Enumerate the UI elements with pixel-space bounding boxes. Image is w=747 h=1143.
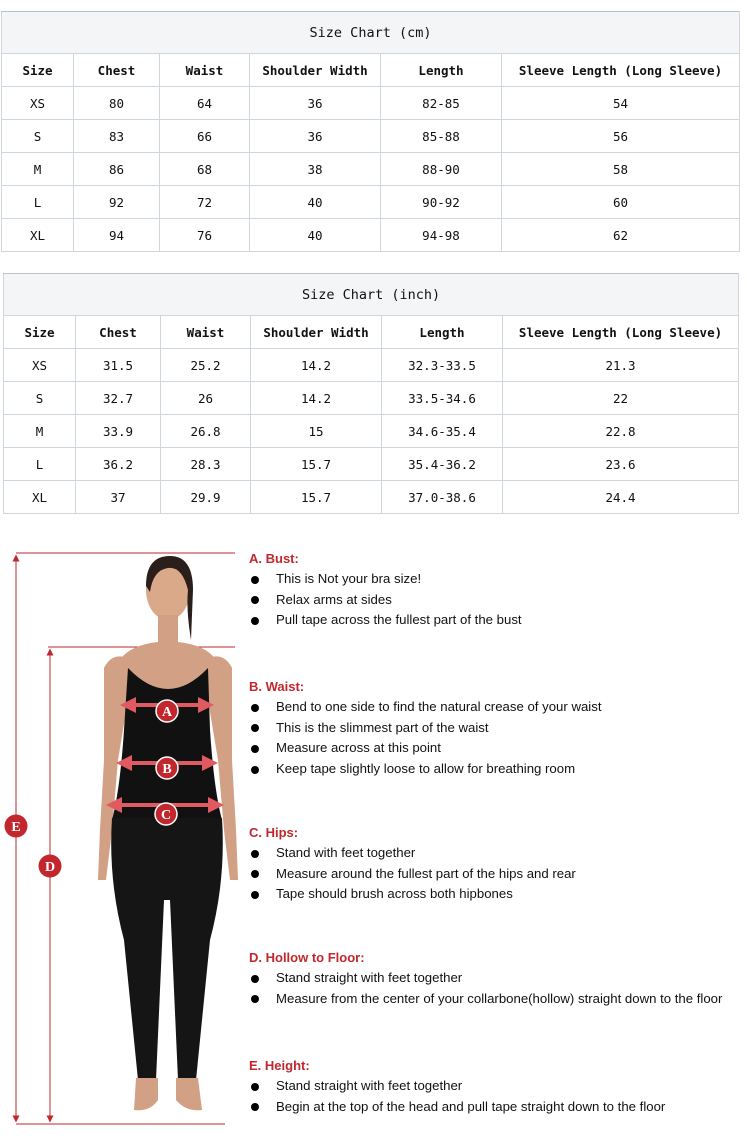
table-row <box>2 120 740 153</box>
column-header: Chest <box>76 316 161 349</box>
guide-item: Tape should brush across both hipbones <box>249 884 576 905</box>
guide-list-waist <box>249 697 602 780</box>
column-header: Sleeve Length (Long Sleeve) <box>502 54 740 87</box>
table-row <box>2 153 740 186</box>
table-cell: 92 <box>74 186 160 219</box>
table-cell: 86 <box>74 153 160 186</box>
guide-list-hips <box>249 843 576 905</box>
table-cell: 14.2 <box>251 349 382 382</box>
guide-section-bust <box>249 551 522 631</box>
column-header: Length <box>381 54 502 87</box>
guide-title-height: E. Height: <box>249 1058 310 1073</box>
table-cell: S <box>4 382 76 415</box>
table-cell: S <box>2 120 74 153</box>
column-header: Size <box>4 316 76 349</box>
table-cell: 34.6-35.4 <box>382 415 503 448</box>
size-chart-inch <box>3 273 739 514</box>
guide-item: Bend to one side to find the natural crease of your waist <box>249 697 602 718</box>
table-cell: 90-92 <box>381 186 502 219</box>
table-cell: 62 <box>502 219 740 252</box>
table-cell: 23.6 <box>503 448 739 481</box>
table-cell: 56 <box>502 120 740 153</box>
table-cell: L <box>4 448 76 481</box>
guide-item: Pull tape across the fullest part of the bust <box>249 610 522 631</box>
table-cell: 37 <box>76 481 161 514</box>
table-cell: XL <box>2 219 74 252</box>
table-row <box>2 186 740 219</box>
table-header-row <box>4 316 739 349</box>
table-cell: 40 <box>250 219 381 252</box>
height-marker <box>5 815 28 838</box>
table-title: Size Chart (cm) <box>2 12 740 54</box>
table-cell: 15 <box>251 415 382 448</box>
guide-item: Begin at the top of the head and pull tape straight down to the floor <box>249 1097 665 1118</box>
guide-title-waist: B. Waist: <box>249 679 305 694</box>
guide-list-height <box>249 1076 665 1117</box>
table-title-row <box>2 12 740 54</box>
table-title-row <box>4 274 739 316</box>
table-cell: M <box>2 153 74 186</box>
table-cell: 82-85 <box>381 87 502 120</box>
table-header-row <box>2 54 740 87</box>
table-cell: 22.8 <box>503 415 739 448</box>
table-cell: 58 <box>502 153 740 186</box>
table-cell: 94-98 <box>381 219 502 252</box>
guide-section-hips <box>249 825 576 905</box>
table-cell: 38 <box>250 153 381 186</box>
table-cell: XS <box>4 349 76 382</box>
model-silhouette <box>98 556 238 1110</box>
table-cell: 33.5-34.6 <box>382 382 503 415</box>
table-cell: 36 <box>250 87 381 120</box>
guide-item: Measure around the fullest part of the hips and rear <box>249 864 576 885</box>
guide-item: This is Not your bra size! <box>249 569 522 590</box>
table-cell: 22 <box>503 382 739 415</box>
table-cell: 26.8 <box>161 415 251 448</box>
guide-item: Stand straight with feet together <box>249 968 722 989</box>
table-cell: 32.7 <box>76 382 161 415</box>
table-cell: 36 <box>250 120 381 153</box>
table-row <box>4 448 739 481</box>
marker-c: C <box>160 808 172 823</box>
guide-title-hollow: D. Hollow to Floor: <box>249 950 365 965</box>
table-cell: 94 <box>74 219 160 252</box>
guide-item: Measure across at this point <box>249 738 602 759</box>
marker-e: E <box>11 820 21 835</box>
table-cell: 64 <box>160 87 250 120</box>
guide-section-waist <box>249 679 602 780</box>
table-cell: 14.2 <box>251 382 382 415</box>
table-row <box>4 415 739 448</box>
table-cell: 72 <box>160 186 250 219</box>
table-cell: XS <box>2 87 74 120</box>
column-header: Size <box>2 54 74 87</box>
table-cell: 36.2 <box>76 448 161 481</box>
guide-item: Measure from the center of your collarbone(hollow) straight down to the floor <box>249 989 722 1010</box>
table-cell: 85-88 <box>381 120 502 153</box>
column-header: Waist <box>161 316 251 349</box>
table-cell: 80 <box>74 87 160 120</box>
table-cell: 15.7 <box>251 448 382 481</box>
table-row <box>4 349 739 382</box>
guide-list-hollow <box>249 968 722 1009</box>
guide-item: Stand with feet together <box>249 843 576 864</box>
table-cell: 76 <box>160 219 250 252</box>
column-header: Shoulder Width <box>250 54 381 87</box>
table-title: Size Chart (inch) <box>4 274 739 316</box>
size-chart-inch-body <box>4 274 739 514</box>
guide-list-bust <box>249 569 522 631</box>
guide-item: This is the slimmest part of the waist <box>249 718 602 739</box>
guide-section-hollow <box>249 950 722 1009</box>
table-cell: 37.0-38.6 <box>382 481 503 514</box>
table-cell: 21.3 <box>503 349 739 382</box>
column-header: Length <box>382 316 503 349</box>
size-chart-cm <box>1 11 740 252</box>
table-row <box>2 219 740 252</box>
table-row <box>2 87 740 120</box>
table-cell: 40 <box>250 186 381 219</box>
table-row <box>4 382 739 415</box>
table-cell: 60 <box>502 186 740 219</box>
table-cell: 88-90 <box>381 153 502 186</box>
table-cell: 15.7 <box>251 481 382 514</box>
table-cell: 24.4 <box>503 481 739 514</box>
table-cell: XL <box>4 481 76 514</box>
table-cell: L <box>2 186 74 219</box>
table-cell: 66 <box>160 120 250 153</box>
table-cell: 25.2 <box>161 349 251 382</box>
guide-title-bust: A. Bust: <box>249 551 299 566</box>
table-cell: 31.5 <box>76 349 161 382</box>
table-cell: 32.3-33.5 <box>382 349 503 382</box>
guide-item: Relax arms at sides <box>249 590 522 611</box>
marker-d: D <box>44 860 56 875</box>
measurement-figure <box>0 540 245 1140</box>
table-cell: 54 <box>502 87 740 120</box>
column-header: Sleeve Length (Long Sleeve) <box>503 316 739 349</box>
column-header: Shoulder Width <box>251 316 382 349</box>
size-chart-cm-body <box>2 12 740 252</box>
table-cell: 83 <box>74 120 160 153</box>
guide-section-height <box>249 1058 665 1117</box>
marker-b: B <box>162 762 172 777</box>
table-row <box>4 481 739 514</box>
marker-a: A <box>161 705 173 720</box>
table-cell: 29.9 <box>161 481 251 514</box>
table-cell: M <box>4 415 76 448</box>
table-cell: 26 <box>161 382 251 415</box>
guide-item: Stand straight with feet together <box>249 1076 665 1097</box>
table-cell: 28.3 <box>161 448 251 481</box>
column-header: Waist <box>160 54 250 87</box>
column-header: Chest <box>74 54 160 87</box>
hollow-marker <box>39 855 62 878</box>
table-cell: 35.4-36.2 <box>382 448 503 481</box>
table-cell: 33.9 <box>76 415 161 448</box>
guide-title-hips: C. Hips: <box>249 825 299 840</box>
table-cell: 68 <box>160 153 250 186</box>
guide-item: Keep tape slightly loose to allow for breathing room <box>249 759 602 780</box>
